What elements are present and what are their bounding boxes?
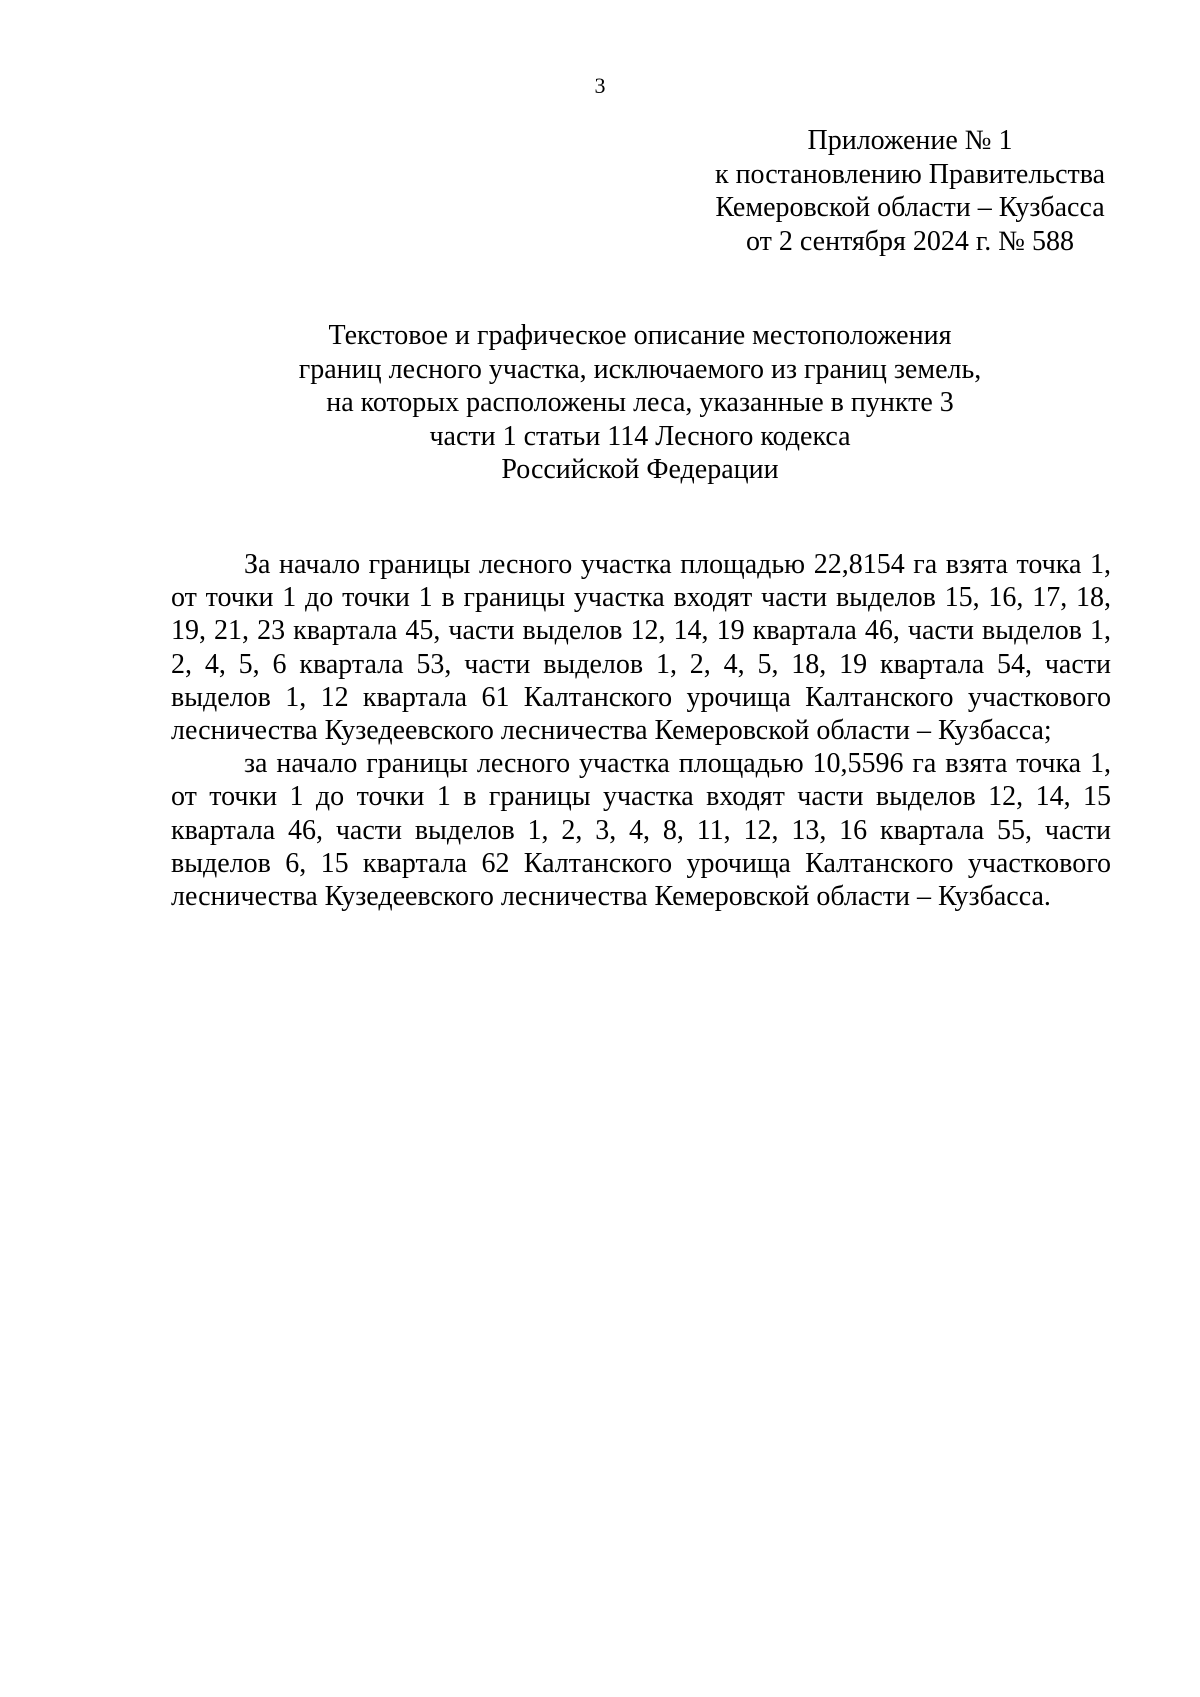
appendix-line-number: Приложение № 1 (807, 125, 1013, 156)
body-paragraph-1: За начало границы лесного участка площадью 22,8154 га взята точка 1, от точки 1 до точки 1 в границы участка входят части выделов 15, 16, 17, 18, 19, 21, 23 квартала 45, части выделов 12, 14, 19 квартала 46, части выделов 1, 2, 4, 5, 6 квартала 53, части выделов 1, 2, 4, 5, 18, 19 квартала 54, части выделов 1, 12 квартала 61 Калтанского урочища Калтанского участкового лесничества Кузедеевского лесничества Кемеровской области – Кузбасса; (171, 549, 1111, 747)
body-paragraph-2: за начало границы лесного участка площадью 10,5596 га взята точка 1, от точки 1 до точки 1 в границы участка входят части выделов 12, 14, 15 квартала 46, части выделов 1, 2, 3, 4, 8, 11, 12, 13, 16 квартала 55, части выделов 6, 15 квартала 62 Калтанского урочища Калтанского участкового лесничества Кузедеевского лесничества Кемеровской области – Кузбасса. (171, 748, 1111, 913)
appendix-line-date: от 2 сентября 2024 г. № 588 (746, 225, 1074, 257)
title-line-2: границ лесного участка, исключаемого из границ земель, (298, 353, 982, 385)
title-line-3: на которых расположены леса, указанные в пункте 3 (326, 387, 954, 418)
title-line-1: Текстовое и графическое описание местоположения (328, 320, 952, 351)
appendix-line-decree: к постановлению Правительства (714, 158, 1106, 190)
appendix-line-region: Кемеровской области – Кузбасса (715, 192, 1105, 223)
page-number: 3 (594, 73, 606, 98)
appendix-header (680, 124, 1140, 258)
title-line-4: части 1 статьи 114 Лесного кодекса (429, 420, 851, 452)
document-title (170, 319, 1110, 487)
document-body (171, 548, 1111, 913)
title-line-5: Российской Федерации (501, 454, 779, 485)
